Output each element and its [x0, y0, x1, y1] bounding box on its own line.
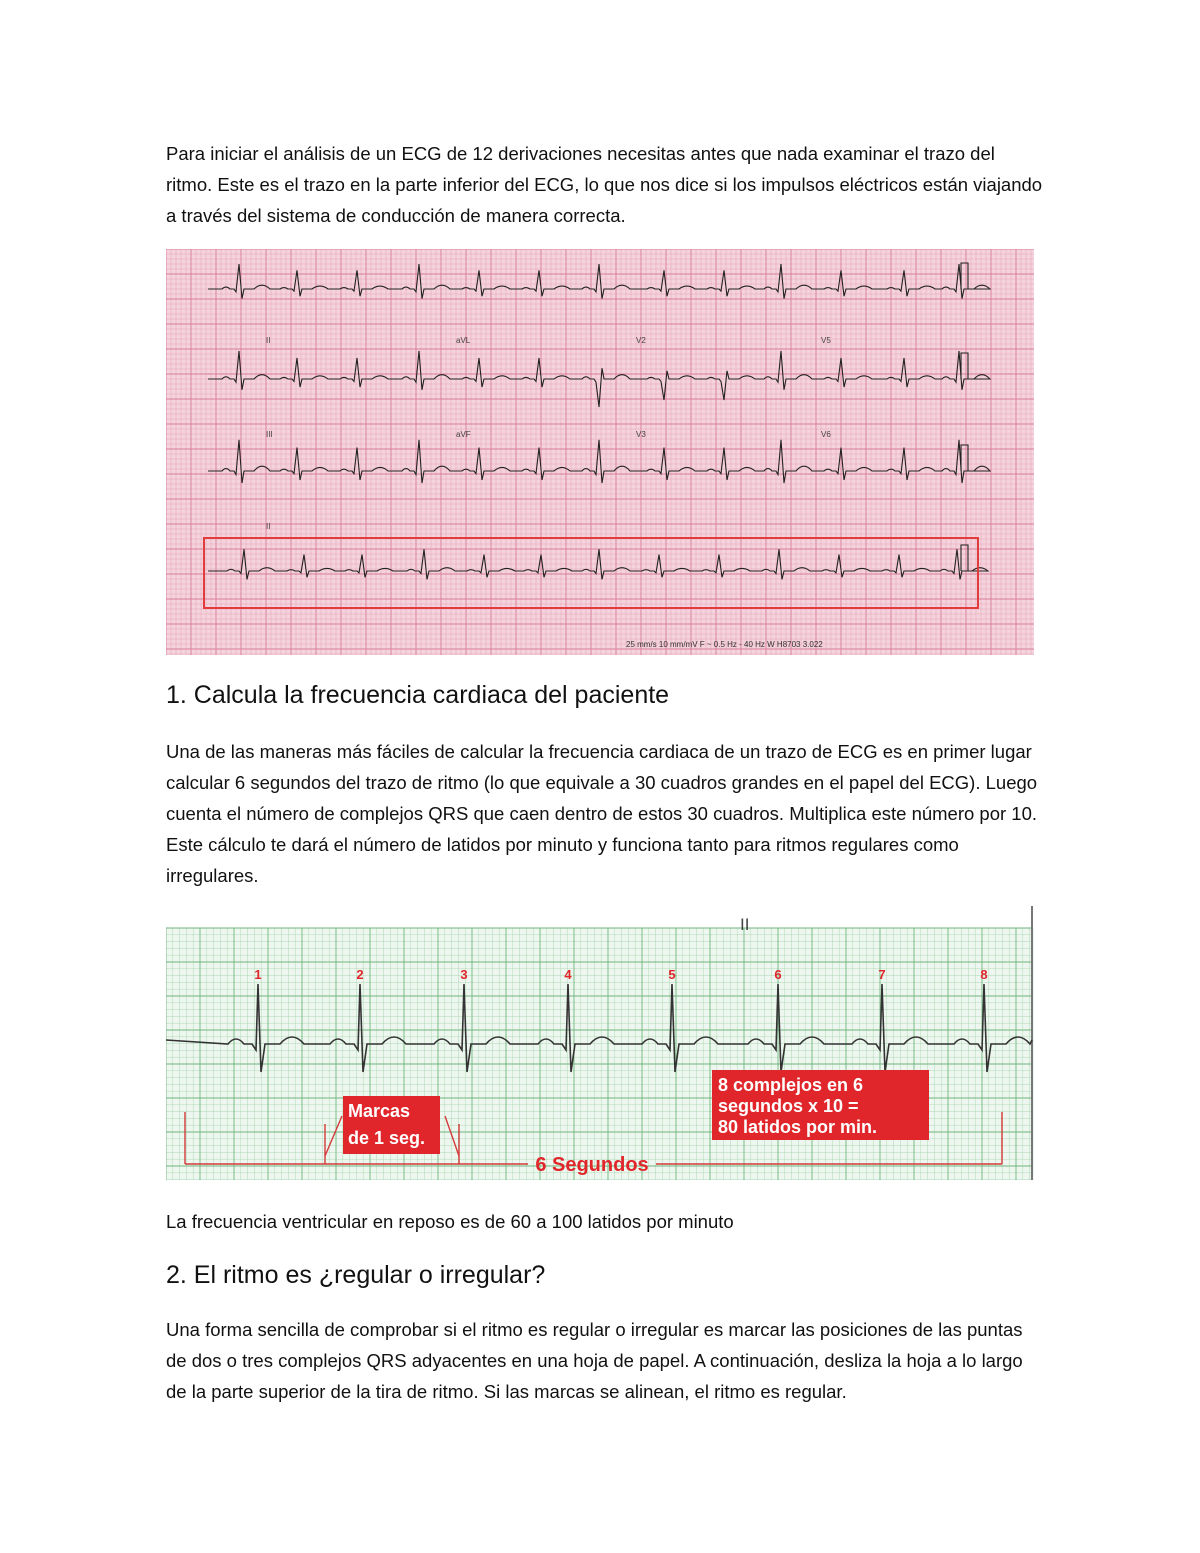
beat-number: 4 — [564, 967, 572, 982]
lead-label: V5 — [821, 336, 831, 345]
lead-label: V2 — [636, 336, 646, 345]
section1-heading: 1. Calcula la frecuencia cardiaca del paciente — [166, 681, 670, 709]
resting-rate-paragraph: La frecuencia ventricular en reposo es de 60 a 100 latidos por minuto — [166, 1211, 734, 1232]
beat-number: 6 — [774, 967, 782, 982]
rhythm-strip-image — [166, 906, 1034, 1180]
beat-number: 8 — [980, 967, 988, 982]
beat-number: 1 — [254, 967, 262, 982]
strip-paper — [166, 928, 1034, 1180]
section2-paragraph: Una forma sencilla de comprobar si el ritmo es regular o irregular es marcar las posiciones de las puntas de dos o tres complejos QRS adyacentes en una hoja de papel. A continuación, desliza la hoja a lo largo de la parte superior de la tira de ritmo. Si las marcas se alinean, el ritmo es regular. — [166, 1319, 1023, 1402]
marks-label-line: de 1 seg. — [348, 1128, 426, 1148]
result-label-line: 80 latidos por min. — [718, 1117, 878, 1137]
strip-lead-label: II — [740, 915, 750, 934]
twelve-lead-ecg-image — [166, 249, 1034, 655]
six-seconds-label: 6 Segundos — [535, 1154, 649, 1176]
beat-number: 7 — [878, 967, 886, 982]
lead-label: III — [266, 430, 273, 439]
lead-label: V3 — [636, 430, 646, 439]
beat-number: 5 — [668, 967, 676, 982]
marks-label-line: Marcas — [348, 1101, 411, 1121]
lead-label: II — [266, 336, 271, 345]
lead-label: aVL — [456, 336, 471, 345]
beat-number: 3 — [460, 967, 468, 982]
intro-paragraph: Para iniciar el análisis de un ECG de 12 derivaciones necesitas antes que nada examinar el trazo del ritmo. Este es el trazo en la parte inferior del ECG, lo que nos dice si los impulsos eléctricos están viajando a través del sistema de conducción de manera correcta. — [166, 143, 1043, 226]
section1-paragraph: Una de las maneras más fáciles de calcular la frecuencia cardiaca de un trazo de ECG es en primer lugar calcular 6 segundos del trazo de ritmo (lo que equivale a 30 cuadros grandes en el papel del ECG). Luego cuenta el número de complejos QRS que caen dentro de estos 30 cuadros. Multiplica este número por 10. Este cálculo te dará el número de latidos por minuto y funciona tanto para ritmos regulares como irregulares. — [166, 741, 1038, 886]
section2-heading: 2. El ritmo es ¿regular o irregular? — [166, 1261, 546, 1289]
result-label-line: 8 complejos en 6 — [718, 1075, 864, 1095]
result-label-line: segundos x 10 = — [718, 1096, 859, 1116]
lead-label: aVF — [456, 430, 471, 439]
ecg-footer: 25 mm/s 10 mm/mV F ~ 0.5 Hz - 40 Hz W H8703 3.022 — [626, 640, 823, 649]
beat-number: 2 — [356, 967, 364, 982]
lead-label: V6 — [821, 430, 831, 439]
lead-label: II — [266, 522, 271, 531]
